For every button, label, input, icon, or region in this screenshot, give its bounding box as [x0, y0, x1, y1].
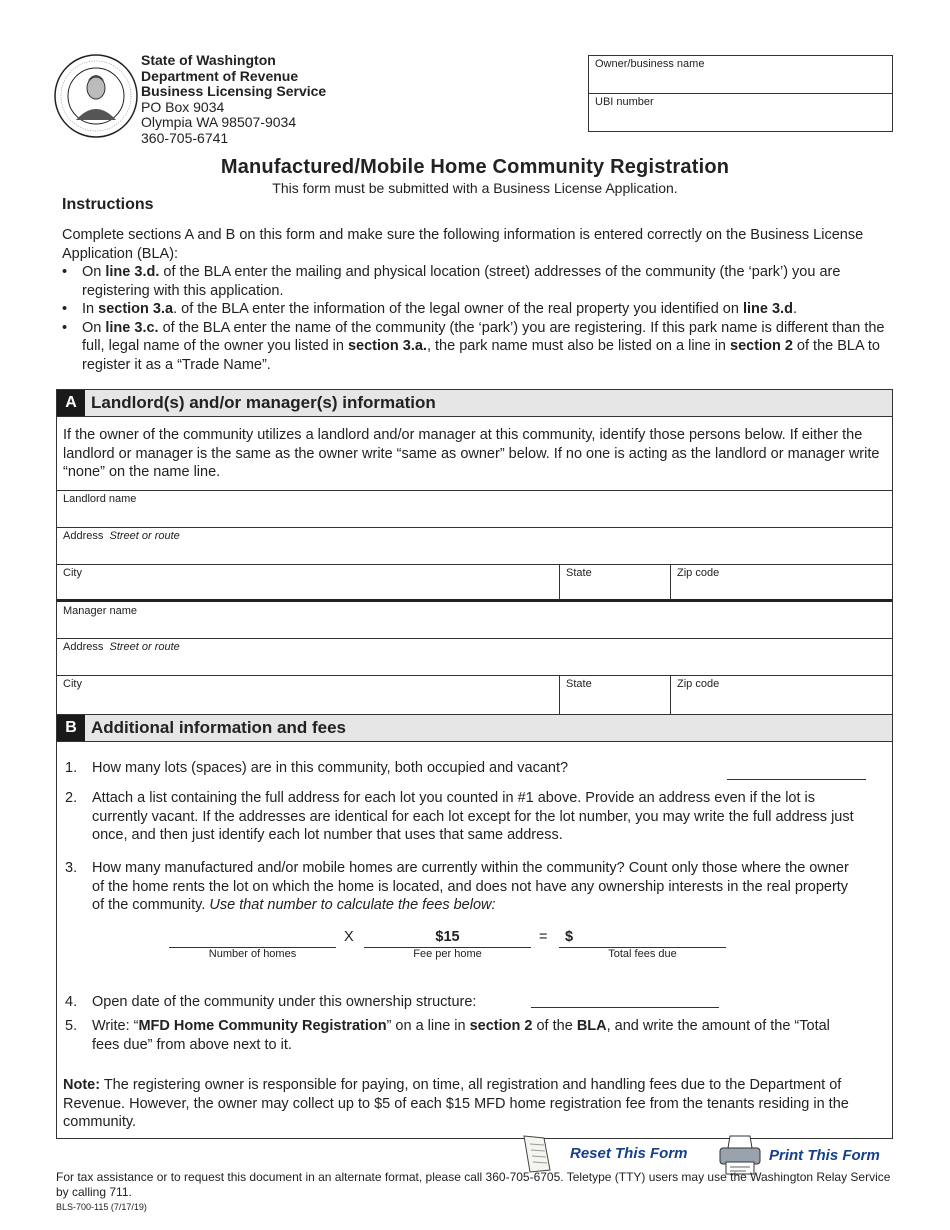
- fee-per-home-caption: Fee per home: [413, 948, 482, 960]
- instruction-bullet-2: • In section 3.a. of the BLA enter the information of the legal owner of the real property you identified on line 3.d.: [62, 300, 892, 319]
- reset-form-button[interactable]: Reset This Form: [570, 1145, 688, 1162]
- section-a-header: [56, 389, 893, 417]
- section-b-letter: B: [57, 715, 85, 741]
- section-a-title: Landlord(s) and/or manager(s) information: [91, 393, 436, 412]
- landlord-zip-field[interactable]: Zip code: [670, 565, 892, 602]
- landlord-name-field[interactable]: Landlord name: [57, 491, 892, 528]
- landlord-address-field[interactable]: Address Street or route: [57, 528, 892, 565]
- total-fees-caption: Total fees due: [608, 948, 677, 960]
- landlord-city-field[interactable]: City: [57, 565, 559, 602]
- instructions-body: [62, 226, 892, 374]
- manager-address-field[interactable]: Address Street or route: [57, 639, 892, 676]
- equals-sign: =: [539, 929, 548, 945]
- print-form-button[interactable]: Print This Form: [769, 1147, 880, 1164]
- ubi-number-label: UBI number: [595, 96, 654, 108]
- open-date-input[interactable]: [531, 1007, 719, 1008]
- instruction-bullet-3: • On line 3.c. of the BLA enter the name of the community (the ‘park’) you are registering. If this park name is different than the full, legal name of the owner you listed in section 3.a., the park name must also be listed on a line in section 2 of the BLA to register it as a “Trade Name”.: [62, 319, 892, 375]
- number-of-homes-caption: Number of homes: [208, 948, 297, 960]
- instructions-intro: Complete sections A and B on this form and make sure the following information is entered correctly on the Business License Application (BLA):: [62, 227, 864, 262]
- manager-name-field[interactable]: Manager name: [57, 603, 892, 639]
- agency-city: Olympia WA 98507-9034: [141, 114, 297, 130]
- form-title: Manufactured/Mobile Home Community Registration: [220, 156, 730, 178]
- instructions-heading: Instructions: [62, 196, 154, 213]
- section-b-body: 1. How many lots (spaces) are in this community, both occupied and vacant? 2. Attach a list containing the full address for each lot you counted in #1 above. Provide an address even if the lot is currently vacant. If the addresses are identical for each lot except for the lot number, you may write the full address just once, and then just identify each lot number that uses that same address. 3. How many manufactured and/or mobile homes are currently within the community? Count only those where the owner of the home rents the lot on which the home is located, and does not have any ownership interests in the real property of the community. Use that number to calculate the fees below: Number of homes X $15 Fee per home = $ Total fees due 4. Open date of the community under this ownership structure: 5. Write: “MFD Home Community Registration” on a line in section 2 of the BLA, and write the amount of the “Total fees due” from above next to it. Note: The registering owner is responsible for paying, on time, all registration and handling fees due to the Department of Revenue. However, the owner may collect up to $5 of each $15 MFD home registration fee from the tenants residing in the community.: [56, 742, 893, 1139]
- fee-per-home-value: $15: [435, 929, 460, 945]
- section-a-body: [56, 417, 893, 714]
- question-5: 5. Write: “MFD Home Community Registration” on a line in section 2 of the BLA, and write the amount of the “Total fees due” from above next to it.: [65, 1018, 830, 1053]
- landlord-state-field[interactable]: State: [559, 565, 670, 602]
- agency-phone: 360-705-6741: [141, 129, 229, 146]
- footer-text: For tax assistance or to request this document in an alternate format, please call 360-705-6705. Teletype (TTY) users may use the Washington Relay Service by calling 711.: [56, 1170, 891, 1199]
- instruction-bullet-1: • On line 3.d. of the BLA enter the mailing and physical location (street) addresses of the community (the ‘park’) you are registering with this application.: [62, 263, 892, 300]
- question-3: 3. How many manufactured and/or mobile homes are currently within the community? Count only those where the owner of the home rents the lot on which the home is located, and does not have any ownership interests in the real property of the community. Use that number to calculate the fees below:: [65, 860, 849, 913]
- form-subtitle: This form must be submitted with a Business License Application.: [272, 180, 678, 196]
- ubi-number-field[interactable]: [589, 94, 892, 132]
- form-number: BLS-700-115 (7/17/19): [56, 1202, 147, 1212]
- section-b-header: [56, 714, 893, 742]
- manager-state-field[interactable]: State: [559, 676, 670, 714]
- state-seal-logo: [54, 54, 138, 138]
- section-a-letter: A: [57, 390, 85, 416]
- times-sign: X: [344, 929, 354, 945]
- agency-department: Department of Revenue: [141, 67, 299, 84]
- manager-zip-field[interactable]: Zip code: [670, 676, 892, 714]
- owner-id-box: [588, 55, 893, 132]
- owner-business-name-label: Owner/business name: [595, 58, 705, 70]
- lots-count-input[interactable]: [727, 779, 866, 780]
- fee-note: Note: The registering owner is responsible for paying, on time, all registration and handling fees due to the Department of Revenue. However, the owner may collect up to $5 of each $15 MFD home registration fee from the tenants residing in the community.: [63, 1077, 849, 1130]
- section-b-title: Additional information and fees: [91, 718, 347, 737]
- manager-city-field[interactable]: City: [63, 678, 82, 690]
- agency-state: State of Washington: [141, 52, 276, 68]
- total-dollar-sign: $: [565, 929, 574, 945]
- agency-po-box: PO Box 9034: [141, 98, 225, 115]
- reset-paper-icon: [520, 1134, 556, 1174]
- section-a-intro: If the owner of the community utilizes a landlord and/or manager at this community, identify those persons below. If either the landlord or manager is the same as the owner write “same as owner” below. If no one is acting as the landlord or manager write “none” on the name line.: [63, 427, 880, 480]
- agency-block: [141, 53, 326, 146]
- agency-service: Business Licensing Service: [141, 83, 327, 99]
- owner-business-name-field[interactable]: [589, 56, 892, 94]
- question-2: 2. Attach a list containing the full address for each lot you counted in #1 above. Provide an address even if the lot is currently vacant. If the addresses are identical for each lot except for the lot number, you may write the full address just once, and then just identify each lot number that uses that same address.: [65, 790, 854, 843]
